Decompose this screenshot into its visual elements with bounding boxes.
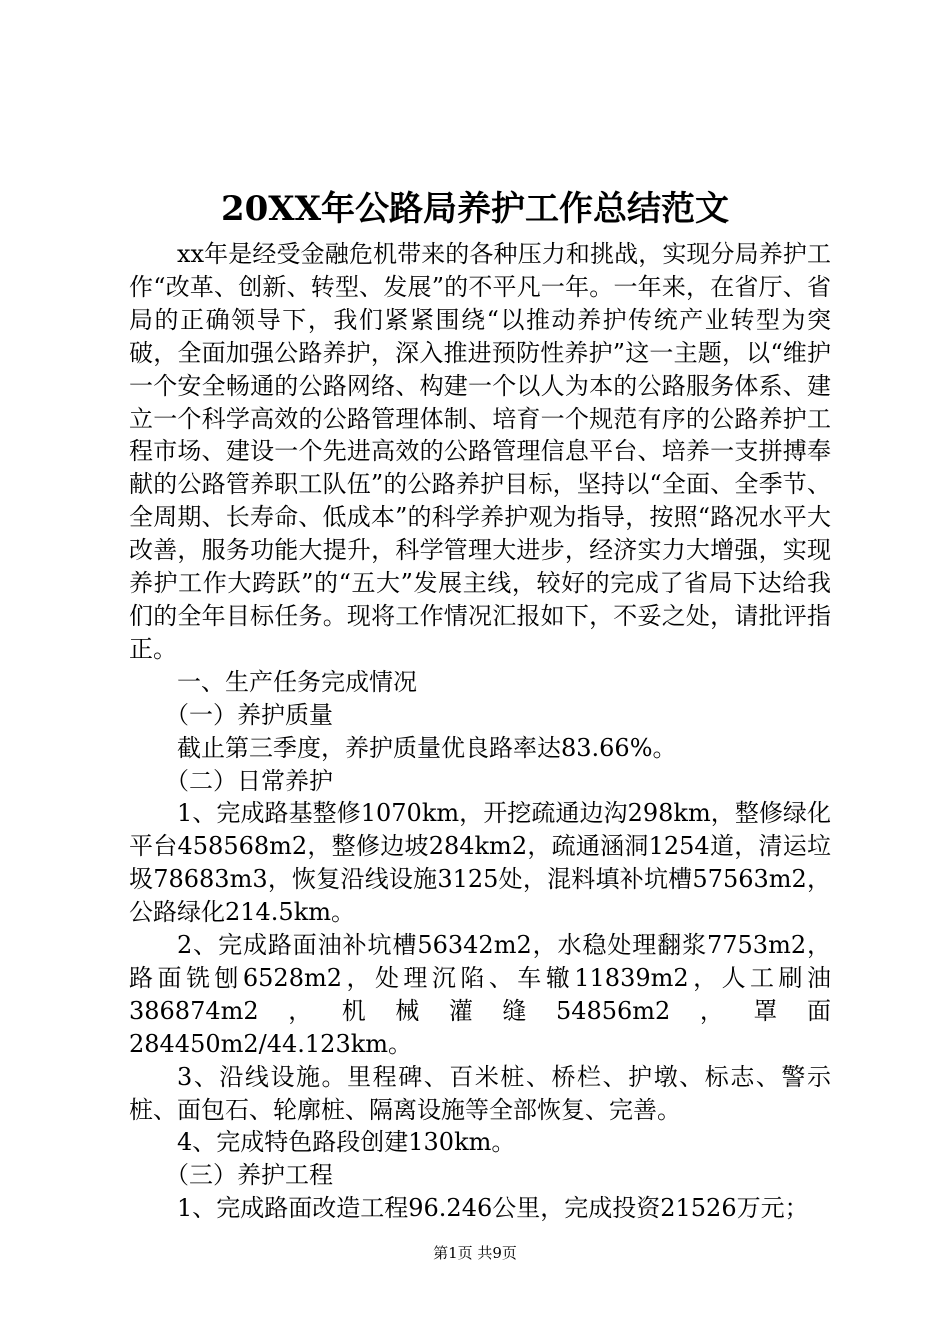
document-body — [129, 238, 831, 1225]
subsection-heading-quality: （一）养护质量 — [165, 700, 333, 729]
subsection-heading-engineering: （三）养护工程 — [165, 1161, 333, 1190]
section-heading-production: 一、生产任务完成情况 — [177, 667, 417, 696]
daily-item-1: 1、完成路基整修1070km，开挖疏通边沟298km，整修绿化平台458568m2，整修边坡284km2，疏通涵洞1254道，清运垃圾78683m3，恢复沿线设施3125处，混料填补坑槽57563m2，公路绿化214.5km。 — [129, 799, 831, 927]
quality-paragraph: 截止第三季度，养护质量优良路率达83.66%。 — [177, 733, 677, 762]
document-title: 20XX年公路局养护工作总结范文 — [220, 189, 730, 229]
subsection-heading-daily: （二）日常养护 — [165, 766, 333, 795]
daily-item-2: 2、完成路面油补坑槽56342m2，水稳处理翻浆7753m2，路面铣刨6528m2，处理沉陷、车辙11839m2，人工刷油386874m2，机械灌缝54856m2，罩面284450m2/44.123km。 — [129, 931, 831, 1058]
daily-item-3: 3、沿线设施。里程碑、百米桩、桥栏、护墩、标志、警示桩、面包石、轮廓桩、隔离设施等全部恢复、完善。 — [129, 1062, 831, 1124]
engineering-item-1: 1、完成路面改造工程96.246公里，完成投资21526万元； — [177, 1194, 809, 1223]
daily-item-4: 4、完成特色路段创建130km。 — [177, 1128, 516, 1157]
page-footer: 第1页 共9页 — [433, 1244, 517, 1262]
intro-paragraph: xx年是经受金融危机带来的各种压力和挑战，实现分局养护工作“改革、创新、转型、发展”的不平凡一年。一年来，在省厅、省局的正确领导下，我们紧紧围绕“以推动养护传统产业转型为突破，全面加强公路养护，深入推进预防性养护”这一主题，以“维护一个安全畅通的公路网络、构建一个以人为本的公路服务体系、建立一个科学高效的公路管理体制、培育一个规范有序的公路养护工程市场、建设一个先进高效的公路管理信息平台、培养一支拼搏奉献的公路管养职工队伍”的公路养护目标，坚持以“全面、全季节、全周期、长寿命、低成本”的科学养护观为指导，按照“路况水平大改善，服务功能大提升，科学管理大进步，经济实力大增强，实现养护工作大跨跃”的“五大”发展主线，较好的完成了省局下达给我们的全年目标任务。现将工作情况汇报如下，不妥之处，请批评指正。 — [129, 240, 831, 663]
